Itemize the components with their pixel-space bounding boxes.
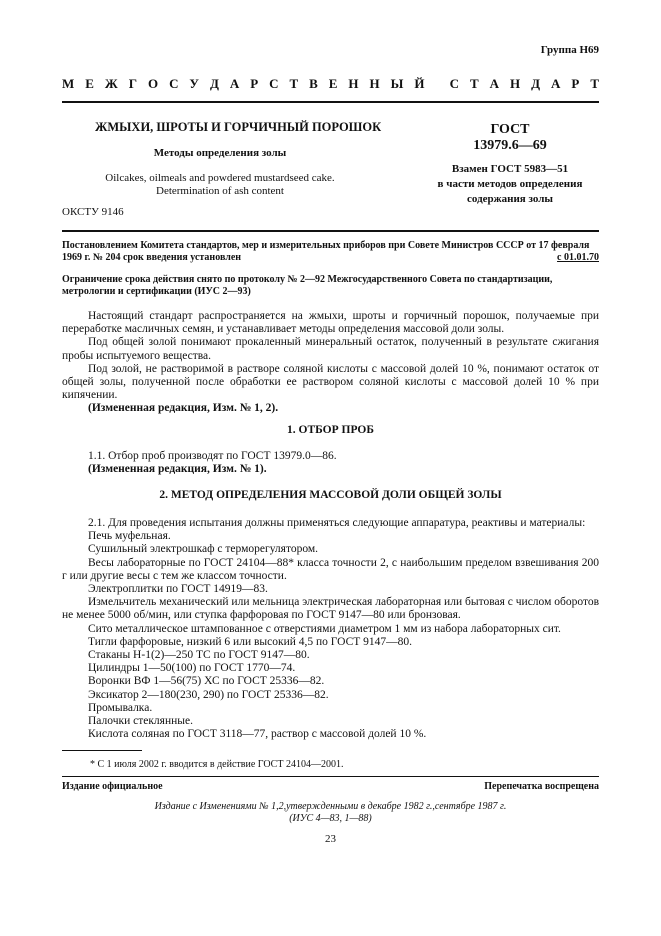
edition-line: (ИУС 4—83, 1—88) [289,813,372,824]
interstate-standard-banner [62,76,599,92]
banner-letter: Н [369,76,380,91]
section-2 [62,517,599,741]
english-title-line: Oilcakes, oilmeals and powdered mustardseed cake. [105,172,335,184]
list-item: Кислота соляная по ГОСТ 3118—77, раствор с массовой долей 10 %. [88,728,427,741]
effective-date: с 01.01.70 [557,252,599,263]
list-item: Эксикатор 2—180(230, 290) по ГОСТ 25336—82. [88,688,329,701]
replaces-line: содержания золы [467,193,553,205]
replaces-note [420,162,600,207]
edition-line: Издание с Изменениями № 1,2,утвержденными в декабре 1982 г.,сентябре 1987 г. [154,801,507,812]
gost-number: 13979.6—69 [473,138,547,153]
banner-letter: О [147,76,159,91]
replaces-line: в части методов определения [437,178,583,190]
banner-letter: Т [590,76,599,91]
banner-letter: Е [328,76,338,91]
list-item: Стаканы Н-1(2)—250 ТС по ГОСТ 9147—80. [88,649,310,662]
banner-letter: Р [250,76,259,91]
banner-letter: Й [414,76,425,91]
banner-letter: Д [209,76,219,91]
banner-letter: А [229,76,240,91]
banner-letter: С [169,76,179,91]
document-subtitle: Методы определения золы [153,147,287,159]
paragraph: Настоящий стандарт распространяется на жмыхи, шроты и горчичный порошок, получаемые при переработке масличных семян, и устанавливает методы определения массовой доли золы. [62,310,599,336]
footnote-rule [62,750,142,751]
title-rule [62,230,599,232]
paragraph: Под золой, не растворимой в растворе соляной кислоты с массовой долей 10 %, понимают остаток от общей золы, полученной после обработки ее раствором соляной кислоты с массовой долей 10 % при кипячении. [62,362,599,402]
amendment-note: (Измененная редакция, Изм. № 1, 2). [88,402,279,415]
banner-letter: С [449,76,460,91]
list-item: Тигли фарфоровые, низкий 6 или высокий 4,5 по ГОСТ 9147—80. [88,635,413,648]
banner-letter: Т [289,76,299,91]
list-item: Электроплитки по ГОСТ 14919—83. [88,583,268,596]
okstu-code: ОКСТУ 9146 [62,206,124,218]
edition-note [62,801,599,825]
banner-letter: Ж [104,76,118,91]
document-title: ЖМЫХИ, ШРОТЫ И ГОРЧИЧНЫЙ ПОРОШОК [95,120,382,134]
banner-letter: Г [128,76,137,91]
banner-spacer [435,76,438,92]
banner-letter: У [189,76,199,91]
section-heading: 1. ОТБОР ПРОБ [287,424,374,436]
banner-letter: А [489,76,500,91]
gost-designation [420,122,600,154]
list-item: Промывалка. [88,701,153,714]
footer-rule [62,776,599,777]
intro-section [62,310,599,416]
list-item: 2.1. Для проведения испытания должны применяться следующие аппаратура, реактивы и материалы: [88,517,586,529]
list-item: Сито металлическое штампованное с отверстиями диаметром 1 мм из набора лабораторных сит. [88,622,561,635]
list-item: Сушильный электрошкаф с терморегулятором. [88,543,319,556]
banner-letter: Д [531,76,541,91]
paragraph: 1.1. Отбор проб производят по ГОСТ 13979.0—86. [88,450,337,462]
banner-letter: Р [571,76,580,91]
banner-letter: М [62,76,75,91]
reprint-prohibited-label: Перепечатка воспрещена [484,781,599,792]
list-item: Печь муфельная. [88,530,171,543]
page-number: 23 [325,833,336,845]
amendment-note: (Измененная редакция, Изм. № 1). [88,463,267,476]
restriction-note: Ограничение срока действия снято по протоколу № 2—92 Межгосударственного Совета по стандартизации, метрологии и сертификации (ИУС 2—93) [62,274,553,297]
section-heading: 2. МЕТОД ОПРЕДЕЛЕНИЯ МАССОВОЙ ДОЛИ ОБЩЕЙ ЗОЛЫ [159,489,502,501]
replaces-line: Взамен ГОСТ 5983—51 [451,163,569,175]
decree-text: Постановлением Комитета стандартов, мер и измерительных приборов при Совете Министров СССР от 17 февраля 1969 г. № 204 срок введения установлен [62,240,590,263]
banner-letter: Е [85,76,94,91]
list-item: Цилиндры 1—50(100) по ГОСТ 1770—74. [88,662,296,675]
banner-letter: Т [470,76,479,91]
banner-rule [62,101,599,103]
section-1 [62,450,599,476]
gost-label: ГОСТ [490,122,530,137]
english-title-line: Determination of ash content [156,185,284,197]
list-item: Весы лабораторные по ГОСТ 24104—88* класса точности 2, с наибольшим пределом взвешивания 200 г или другие весы с тем же классом точности. [62,556,599,582]
english-title [95,172,345,198]
banner-letter: Ы [390,76,404,91]
banner-letter: Н [348,76,359,91]
official-edition-label: Издание официальное [62,781,163,792]
list-item: Измельчитель механический или мельница электрическая лабораторная или бытовая с числом оборотов не менее 5000 об/мин, или ступка фарфоровая по ГОСТ 9147—80 или бронзовая. [62,596,599,622]
banner-letter: А [551,76,561,91]
banner-letter: С [269,76,279,91]
paragraph: Под общей золой понимают прокаленный минеральный остаток, полученный в результате сжигания пробы испытуемого вещества. [62,336,599,362]
list-item: Палочки стеклянные. [88,715,193,728]
list-item: Воронки ВФ 1—56(75) ХС по ГОСТ 25336—82. [88,675,325,688]
banner-letter: В [309,76,318,91]
footnote: * С 1 июля 2002 г. вводится в действие ГОСТ 24104—2001. [90,759,344,770]
banner-letter: Н [510,76,521,91]
group-code: Группа Н69 [540,44,599,56]
